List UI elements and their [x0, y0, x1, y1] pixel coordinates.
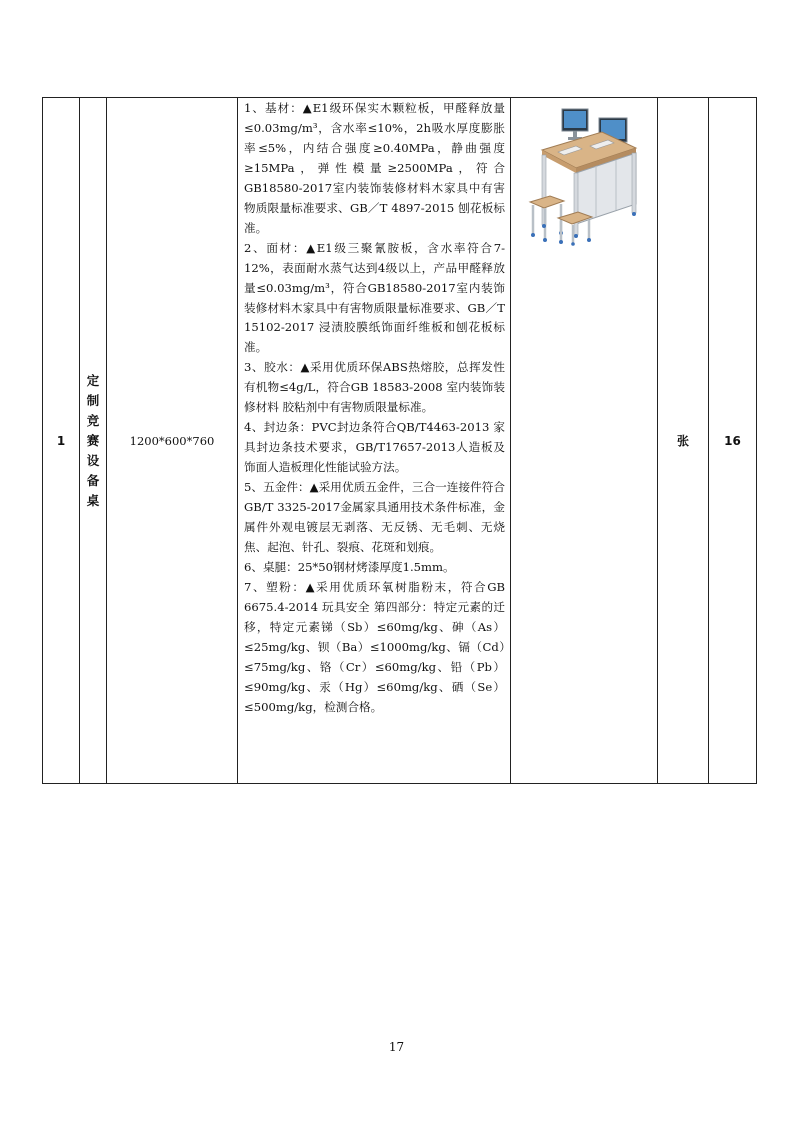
item-quantity: 16 — [709, 98, 757, 784]
desc-item-5: 5、五金件：▲采用优质五金件，三合一连接件符合GB/T 3325-2017金属家具通用技术条件标准，金属件外观电镀层无剥落、无反锈、无毛刺、无烧焦、起泡、针孔、裂痕、花斑和划痕。 — [244, 480, 505, 554]
desc-item-4: 4、封边条：PVC封边条符合QB/T4463-2013 家具封边条技术要求，GB/T17657-2013人造板及饰面人造板理化性能试验方法。 — [244, 420, 505, 475]
item-image-cell — [511, 98, 658, 784]
item-name: 定制竞赛设备桌 — [86, 372, 100, 508]
desc-item-1: 1、基材：▲E1级环保实木颗粒板，甲醛释放量≤0.03mg/m³，含水率≤10%，2h吸水厚度膨胀率≤5%，内结合强度≥0.40MPa，静曲强度≥15MPa，弹性模量≥2500MPa，符合GB18580-2017室内装饰装修材料木家具中有害物质限量标准要求、GB／T 4897-2015 刨花板标准。 — [244, 101, 505, 235]
desc-item-2: 2、面材：▲E1级三聚氰胺板，含水率符合7-12%，表面耐水蒸气达到4级以上，产品甲醛释放量≤0.03mg/m³，符合GB18580-2017室内装饰装修材料木家具中有害物质限量标准要求、GB／T 15102-2017 浸渍胶膜纸饰面纤维板和刨花板标准。 — [244, 240, 505, 355]
item-name-cell — [80, 98, 107, 784]
desc-item-6: 6、桌腿：25*50钢材烤漆厚度1.5mm。 — [244, 559, 455, 574]
page-number: 17 — [388, 1040, 405, 1054]
row-index: 1 — [43, 98, 80, 784]
desc-item-3: 3、胶水：▲采用优质环保ABS热熔胶，总挥发性有机物≤4g/L，符合GB 18583-2008 室内装饰装修材料 胶粘剂中有害物质限量标准。 — [244, 360, 505, 415]
spec-table — [42, 97, 757, 784]
item-unit: 张 — [658, 98, 709, 784]
table-row — [43, 98, 757, 784]
item-size: 1200*600*760 — [107, 98, 238, 784]
item-description — [238, 98, 511, 784]
desk-illustration — [524, 106, 644, 246]
desc-item-7: 7、塑粉：▲采用优质环氧树脂粉末，符合GB 6675.4-2014 玩具安全 第四部分：特定元素的迁移，特定元素锑（Sb）≤60mg/kg、砷（As）≤25mg/kg、钡（Ba）≤1000mg/kg、镉（Cd）≤75mg/kg、铬（Cr）≤60mg/kg、铅（Pb）≤90mg/kg、汞（Hg）≤60mg/kg、硒（Se）≤500mg/kg，检测合格。 — [244, 579, 505, 714]
